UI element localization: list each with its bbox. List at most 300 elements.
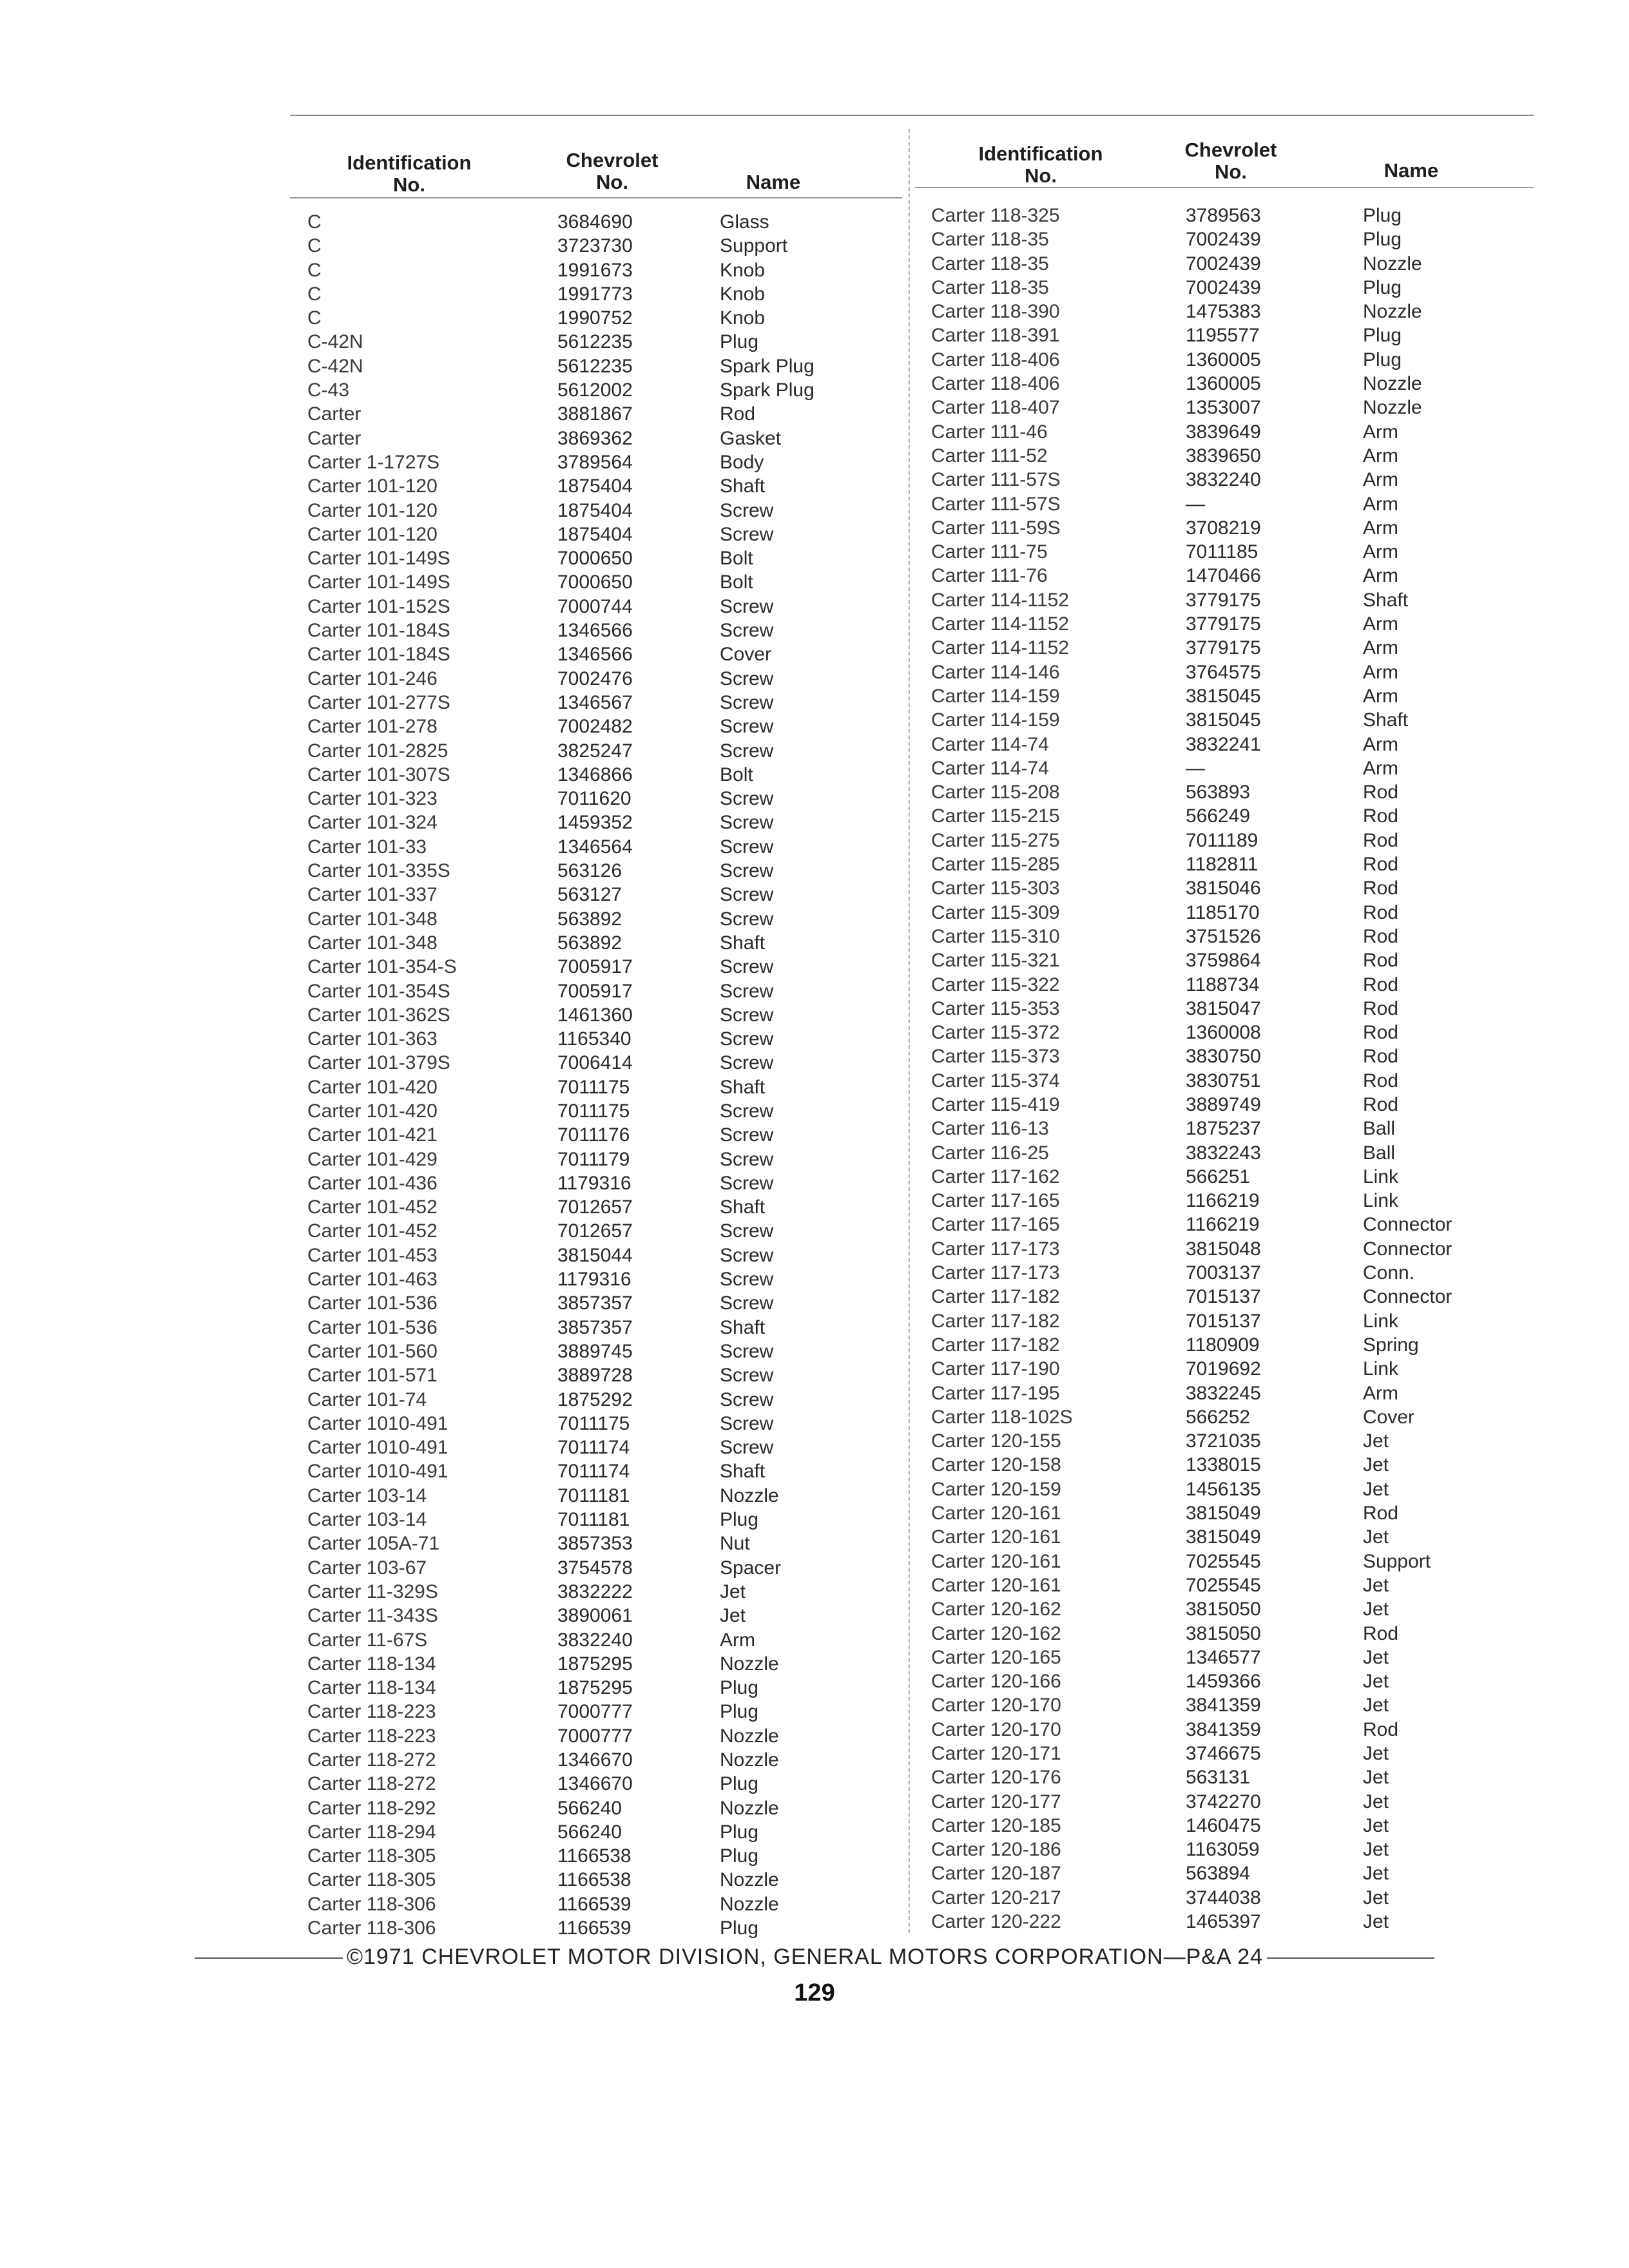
part-name: Screw: [720, 1244, 774, 1266]
part-name: Jet: [1363, 1671, 1389, 1693]
identification-no: C: [307, 259, 322, 281]
identification-no: Carter 114-159: [931, 709, 1060, 731]
chevrolet-no: 3832241: [1186, 733, 1261, 755]
left-table-row: [307, 523, 952, 546]
identification-no: Carter 118-407: [931, 397, 1060, 419]
part-name: Nozzle: [1363, 397, 1422, 419]
chevrolet-no: 566240: [557, 1821, 622, 1843]
chevrolet-no: 1875295: [557, 1653, 633, 1675]
identification-no: Carter 118-306: [307, 1917, 436, 1939]
chevrolet-no: 3751526: [1186, 925, 1261, 947]
chevrolet-no: 1179316: [557, 1269, 631, 1291]
part-name: Shaft: [720, 932, 766, 954]
chevrolet-no: 7002439: [1186, 253, 1261, 274]
chevrolet-no: 3779175: [1186, 589, 1261, 611]
chevrolet-no: 1990752: [557, 307, 633, 329]
chevrolet-no: 1991673: [557, 259, 633, 281]
left-table-row: [307, 1508, 952, 1532]
chevrolet-no: 3721035: [1186, 1430, 1261, 1452]
part-name: Rod: [1363, 1622, 1399, 1644]
chevrolet-no: 566251: [1186, 1166, 1251, 1187]
part-name: Plug: [1363, 349, 1402, 370]
identification-no: Carter 101-354S: [307, 980, 450, 1002]
part-name: Knob: [720, 283, 766, 305]
identification-no: C-42N: [307, 331, 363, 353]
chevrolet-no: 566249: [1186, 805, 1251, 827]
identification-no: Carter 101-429: [307, 1148, 438, 1170]
chevrolet-no: 1163059: [1186, 1839, 1260, 1861]
left-table-row: [307, 1171, 952, 1195]
left-table-row: [307, 330, 952, 354]
chevrolet-no: 1360008: [1186, 1022, 1261, 1044]
part-name: Jet: [1363, 1454, 1389, 1476]
part-name: Arm: [1363, 517, 1398, 539]
part-name: Screw: [720, 1340, 774, 1362]
part-name: Shaft: [720, 1316, 766, 1338]
left-table-row: [307, 427, 952, 450]
chevrolet-no: 563126: [557, 860, 622, 882]
identification-no: Carter 120-177: [931, 1791, 1061, 1812]
chevrolet-no: 7006414: [557, 1052, 633, 1074]
chevrolet-no: 3881867: [557, 403, 633, 425]
left-table-row: [307, 499, 952, 523]
part-name: Screw: [720, 1412, 774, 1434]
identification-no: Carter 101-379S: [307, 1052, 450, 1074]
right-table-row: [931, 1429, 1576, 1453]
part-name: Arm: [1363, 493, 1398, 515]
identification-no: Carter 101-324: [307, 812, 438, 834]
part-name: Plug: [720, 1701, 759, 1723]
part-name: Arm: [1363, 541, 1398, 563]
identification-no: Carter 1010-491: [307, 1437, 448, 1459]
right-table-row: [931, 973, 1576, 997]
chevrolet-no: 5612235: [557, 331, 633, 353]
identification-no: Carter 117-182: [931, 1310, 1060, 1332]
identification-no: Carter 118-294: [307, 1821, 436, 1843]
left-table-row: [307, 378, 952, 402]
chevrolet-no: 1346566: [557, 620, 633, 642]
right-table-row: [931, 276, 1576, 300]
chevrolet-no: 3839649: [1186, 421, 1261, 443]
part-name: Plug: [720, 1509, 759, 1531]
chevrolet-no: 1346577: [1186, 1646, 1261, 1668]
chevrolet-no: 3789564: [557, 451, 633, 473]
identification-no: Carter 111-76: [931, 565, 1048, 587]
left-table-row: [307, 1676, 952, 1700]
left-table-row: [307, 907, 952, 931]
left-header-name: Name: [746, 171, 801, 193]
chevrolet-no: 7011181: [557, 1509, 630, 1531]
part-name: Bolt: [720, 548, 753, 570]
part-name: Jet: [1363, 1430, 1389, 1452]
part-name: Rod: [1363, 1093, 1399, 1115]
part-name: Nozzle: [1363, 373, 1422, 395]
part-name: Arm: [1363, 661, 1398, 683]
identification-no: Carter 120-161: [931, 1574, 1061, 1596]
part-name: Plug: [720, 1917, 759, 1939]
part-name: Screw: [720, 860, 774, 882]
part-name: Plug: [1363, 229, 1402, 251]
part-name: Link: [1363, 1190, 1399, 1212]
chevrolet-no: 3764575: [1186, 661, 1261, 683]
identification-no: Carter 101-363: [307, 1028, 438, 1050]
identification-no: Carter 111-46: [931, 421, 1048, 443]
chevrolet-no: 563894: [1186, 1863, 1251, 1885]
right-table-row: [931, 348, 1576, 372]
identification-no: Carter 118-406: [931, 373, 1060, 395]
part-name: Nozzle: [1363, 253, 1422, 274]
part-name: Knob: [720, 307, 766, 329]
chevrolet-no: 3815049: [1186, 1526, 1261, 1548]
part-name: Support: [1363, 1550, 1431, 1572]
chevrolet-no: 1346566: [557, 644, 633, 666]
chevrolet-no: 7000650: [557, 572, 633, 593]
left-table-row: [307, 1291, 952, 1315]
part-name: Screw: [720, 620, 774, 642]
identification-no: Carter 114-146: [931, 661, 1060, 683]
right-table-row: [931, 1165, 1576, 1189]
right-table-row: [931, 852, 1576, 876]
identification-no: Carter 111-52: [931, 445, 1048, 466]
identification-no: Carter 101-560: [307, 1340, 438, 1362]
chevrolet-no: 7025545: [1186, 1550, 1261, 1572]
identification-no: Carter: [307, 427, 361, 449]
left-table-row: [307, 1123, 952, 1147]
right-table-row: [931, 1261, 1576, 1285]
chevrolet-no: 3746675: [1186, 1743, 1261, 1764]
part-name: Rod: [1363, 974, 1399, 995]
chevrolet-no: 3841359: [1186, 1718, 1261, 1740]
identification-no: Carter 118-305: [307, 1869, 436, 1891]
chevrolet-no: 3889745: [557, 1340, 633, 1362]
chevrolet-no: 1991773: [557, 283, 633, 305]
chevrolet-no: 3779175: [1186, 613, 1261, 635]
left-table-row: [307, 1412, 952, 1436]
identification-no: Carter 118-134: [307, 1653, 436, 1675]
identification-no: Carter 101-149S: [307, 572, 450, 593]
part-name: Rod: [1363, 950, 1399, 972]
identification-no: Carter: [307, 403, 361, 425]
identification-no: Carter 115-310: [931, 925, 1060, 947]
left-table-row: [307, 1027, 952, 1051]
part-name: Gasket: [720, 427, 782, 449]
part-name: Screw: [720, 1437, 774, 1459]
right-table-row: [931, 396, 1576, 419]
identification-no: Carter 115-208: [931, 782, 1060, 803]
identification-no: Carter 120-159: [931, 1478, 1061, 1500]
right-table-row: [931, 1597, 1576, 1621]
chevrolet-no: 7011620: [557, 788, 631, 810]
left-table-row: [307, 1556, 952, 1580]
part-name: Rod: [1363, 1070, 1399, 1091]
left-table-row: [307, 1820, 952, 1844]
identification-no: Carter 118-272: [307, 1773, 436, 1795]
identification-no: Carter 114-74: [931, 733, 1049, 755]
identification-no: Carter 101-452: [307, 1196, 438, 1218]
chevrolet-no: 1188734: [1186, 974, 1260, 995]
chevrolet-no: 1346866: [557, 764, 633, 785]
identification-no: Carter 115-353: [931, 997, 1060, 1019]
right-table-row: [931, 829, 1576, 852]
left-table-row: [307, 1868, 952, 1892]
right-header-name: Name: [1383, 159, 1439, 182]
chevrolet-no: 563892: [557, 908, 622, 930]
left-table-row: [307, 1796, 952, 1820]
right-table-row: [931, 612, 1576, 636]
left-header-chevrolet-no: Chevrolet No.: [566, 149, 659, 193]
identification-no: Carter 120-161: [931, 1503, 1061, 1524]
identification-no: Carter 118-391: [931, 325, 1060, 347]
left-table-row: [307, 1604, 952, 1628]
identification-no: Carter 114-1152: [931, 613, 1070, 635]
identification-no: Carter 118-306: [307, 1893, 436, 1915]
right-table-row: [931, 1718, 1576, 1742]
left-table-row: [307, 1916, 952, 1940]
chevrolet-no: 1470466: [1186, 565, 1261, 587]
identification-no: Carter 11-67S: [307, 1629, 428, 1651]
identification-no: Carter 103-14: [307, 1509, 427, 1531]
left-table-row: [307, 715, 952, 738]
left-table-row: [307, 931, 952, 955]
left-table-row: [307, 1580, 952, 1604]
identification-no: Carter 101-348: [307, 908, 438, 930]
chevrolet-no: 7015137: [1186, 1310, 1261, 1332]
part-name: Rod: [1363, 878, 1399, 899]
part-name: Shaft: [720, 476, 766, 497]
identification-no: Carter 118-272: [307, 1749, 436, 1771]
chevrolet-no: 1461360: [557, 1004, 633, 1026]
right-table-row: [931, 1693, 1576, 1717]
identification-no: Carter 115-321: [931, 950, 1060, 972]
identification-no: Carter 115-374: [931, 1070, 1060, 1091]
identification-no: Carter 117-182: [931, 1334, 1060, 1356]
chevrolet-no: 1166539: [557, 1917, 631, 1939]
chevrolet-no: 7015137: [1186, 1286, 1261, 1308]
right-table-row: [931, 1333, 1576, 1357]
right-table-row: [931, 733, 1576, 756]
right-table-row: [931, 1525, 1576, 1549]
identification-no: Carter 101-348: [307, 932, 438, 954]
chevrolet-no: 7011175: [557, 1100, 630, 1122]
right-table-row: [931, 684, 1576, 708]
chevrolet-no: 1459352: [557, 812, 633, 834]
part-name: Connector: [1363, 1214, 1452, 1236]
identification-no: C-43: [307, 380, 350, 401]
part-name: Screw: [720, 523, 774, 545]
identification-no: Carter 101-571: [307, 1365, 438, 1387]
part-name: Arm: [720, 1629, 755, 1651]
part-name: Jet: [1363, 1743, 1389, 1764]
identification-no: Carter 103-14: [307, 1485, 427, 1506]
left-table-row: [307, 1316, 952, 1340]
part-name: Jet: [1363, 1839, 1389, 1861]
chevrolet-no: 3832222: [557, 1581, 633, 1602]
part-name: Nozzle: [720, 1869, 779, 1891]
right-parts-column: [931, 204, 1576, 1934]
left-table-row: [307, 763, 952, 787]
part-name: Bolt: [720, 764, 753, 785]
identification-no: Carter 117-165: [931, 1214, 1060, 1236]
left-table-row: [307, 691, 952, 715]
chevrolet-no: 7012657: [557, 1196, 633, 1218]
left-table-row: [307, 1748, 952, 1772]
chevrolet-no: 3832240: [557, 1629, 633, 1651]
left-table-row: [307, 282, 952, 306]
chevrolet-no: 3832243: [1186, 1142, 1261, 1164]
chevrolet-no: 1346670: [557, 1773, 633, 1795]
chevrolet-no: 7011181: [557, 1485, 630, 1506]
identification-no: Carter 101-33: [307, 836, 427, 858]
part-name: Body: [720, 451, 764, 473]
part-name: Screw: [720, 1124, 774, 1146]
part-name: Jet: [1363, 1646, 1389, 1668]
identification-no: Carter 115-285: [931, 854, 1060, 876]
identification-no: C: [307, 283, 322, 305]
identification-no: Carter 101-536: [307, 1293, 438, 1314]
left-table-row: [307, 642, 952, 666]
part-name: Support: [720, 235, 788, 257]
footer-right-dash: [1267, 1957, 1434, 1959]
left-table-row: [307, 1892, 952, 1916]
part-name: Plug: [720, 1845, 759, 1867]
right-table-row: [931, 516, 1576, 540]
identification-no: Carter 114-159: [931, 685, 1060, 707]
part-name: Nozzle: [720, 1485, 779, 1506]
chevrolet-no: 3825247: [557, 740, 633, 762]
chevrolet-no: 7011174: [557, 1461, 630, 1483]
chevrolet-no: 7025545: [1186, 1574, 1261, 1596]
chevrolet-no: 7000744: [557, 595, 633, 617]
part-name: Rod: [1363, 854, 1399, 876]
left-table-row: [307, 1219, 952, 1243]
chevrolet-no: 1346567: [557, 691, 633, 713]
identification-no: Carter 115-419: [931, 1093, 1060, 1115]
left-table-row: [307, 667, 952, 691]
part-name: Arm: [1363, 469, 1398, 491]
chevrolet-no: 1166219: [1186, 1214, 1260, 1236]
right-table-row: [931, 1646, 1576, 1669]
identification-no: Carter 120-170: [931, 1718, 1061, 1740]
right-table-row: [931, 227, 1576, 251]
right-table-row: [931, 1669, 1576, 1693]
chevrolet-no: 7011175: [557, 1412, 630, 1434]
right-table-row: [931, 323, 1576, 347]
identification-no: Carter 117-182: [931, 1286, 1060, 1308]
chevrolet-no: 7011189: [1186, 829, 1258, 851]
part-name: Shaft: [720, 1076, 766, 1098]
right-table-row: [931, 204, 1576, 227]
part-name: Jet: [1363, 1526, 1389, 1548]
chevrolet-no: 1338015: [1186, 1454, 1261, 1476]
part-name: Rod: [1363, 1022, 1399, 1044]
right-table-row: [931, 1093, 1576, 1117]
chevrolet-no: 1179316: [557, 1172, 631, 1194]
part-name: Nozzle: [720, 1797, 779, 1819]
part-name: Screw: [720, 1052, 774, 1074]
identification-no: Carter 120-187: [931, 1863, 1061, 1885]
identification-no: Carter 101-420: [307, 1076, 438, 1098]
chevrolet-no: 1185170: [1186, 901, 1260, 923]
chevrolet-no: 7003137: [1186, 1262, 1261, 1284]
part-name: Rod: [1363, 1718, 1399, 1740]
identification-no: Carter 101-120: [307, 523, 438, 545]
chevrolet-no: 7002482: [557, 716, 633, 738]
right-table-row: [931, 756, 1576, 780]
left-table-row: [307, 258, 952, 282]
identification-no: Carter 101-278: [307, 716, 438, 738]
chevrolet-no: 1456135: [1186, 1478, 1261, 1500]
chevrolet-no: 1360005: [1186, 373, 1261, 395]
identification-no: Carter 111-57S: [931, 493, 1061, 515]
chevrolet-no: 3869362: [557, 427, 633, 449]
part-name: Spark Plug: [720, 380, 815, 401]
left-header-identification: Identification No.: [347, 151, 472, 196]
identification-no: Carter 114-74: [931, 757, 1049, 779]
chevrolet-no: 3832245: [1186, 1382, 1261, 1404]
chevrolet-no: 7000777: [557, 1701, 633, 1723]
left-table-row: [307, 1700, 952, 1724]
identification-no: Carter 120-217: [931, 1887, 1061, 1908]
part-name: Jet: [1363, 1695, 1389, 1716]
left-table-row: [307, 811, 952, 834]
chevrolet-no: 1475383: [1186, 301, 1261, 323]
right-table-row: [931, 901, 1576, 925]
right-table-row: [931, 420, 1576, 444]
chevrolet-no: 563131: [1186, 1767, 1251, 1789]
chevrolet-no: 3815050: [1186, 1599, 1261, 1620]
right-table-row: [931, 1021, 1576, 1044]
part-name: Arm: [1363, 445, 1398, 466]
footer-text: ©1971 CHEVROLET MOTOR DIVISION, GENERAL MOTORS CORPORATION—P&A 24: [346, 1945, 1264, 1969]
right-table-row: [931, 1213, 1576, 1236]
right-table-row: [931, 1069, 1576, 1093]
chevrolet-no: 1875404: [557, 499, 633, 521]
chevrolet-no: 1353007: [1186, 397, 1261, 419]
chevrolet-no: 1180909: [1186, 1334, 1260, 1356]
chevrolet-no: 3815049: [1186, 1503, 1261, 1524]
part-name: Screw: [720, 1365, 774, 1387]
right-table-row: [931, 1189, 1576, 1213]
part-name: Jet: [1363, 1791, 1389, 1812]
part-name: Screw: [720, 1028, 774, 1050]
identification-no: C: [307, 211, 322, 233]
identification-no: Carter 111-59S: [931, 517, 1061, 539]
chevrolet-no: 7000777: [557, 1725, 633, 1747]
chevrolet-no: 1195577: [1186, 325, 1260, 347]
part-name: Rod: [1363, 1046, 1399, 1068]
part-name: Spring: [1363, 1334, 1419, 1356]
right-table-row: [931, 1453, 1576, 1477]
right-table-row: [931, 1309, 1576, 1333]
chevrolet-no: 563893: [1186, 782, 1251, 803]
part-name: Plug: [720, 1677, 759, 1699]
part-name: Plug: [720, 1821, 759, 1843]
left-table-row: [307, 1003, 952, 1027]
chevrolet-no: 3779175: [1186, 637, 1261, 659]
chevrolet-no: 1166538: [557, 1845, 631, 1867]
top-rule: [290, 115, 1534, 116]
part-name: Link: [1363, 1166, 1399, 1187]
identification-no: Carter 101-184S: [307, 620, 450, 642]
left-table-row: [307, 883, 952, 907]
part-name: Jet: [1363, 1574, 1389, 1596]
chevrolet-no: 3890061: [557, 1605, 633, 1627]
right-table-row: [931, 1910, 1576, 1934]
right-table-row: [931, 492, 1576, 516]
left-table-row: [307, 450, 952, 474]
right-table-row: [931, 1814, 1576, 1838]
chevrolet-no: 3754578: [557, 1557, 633, 1579]
